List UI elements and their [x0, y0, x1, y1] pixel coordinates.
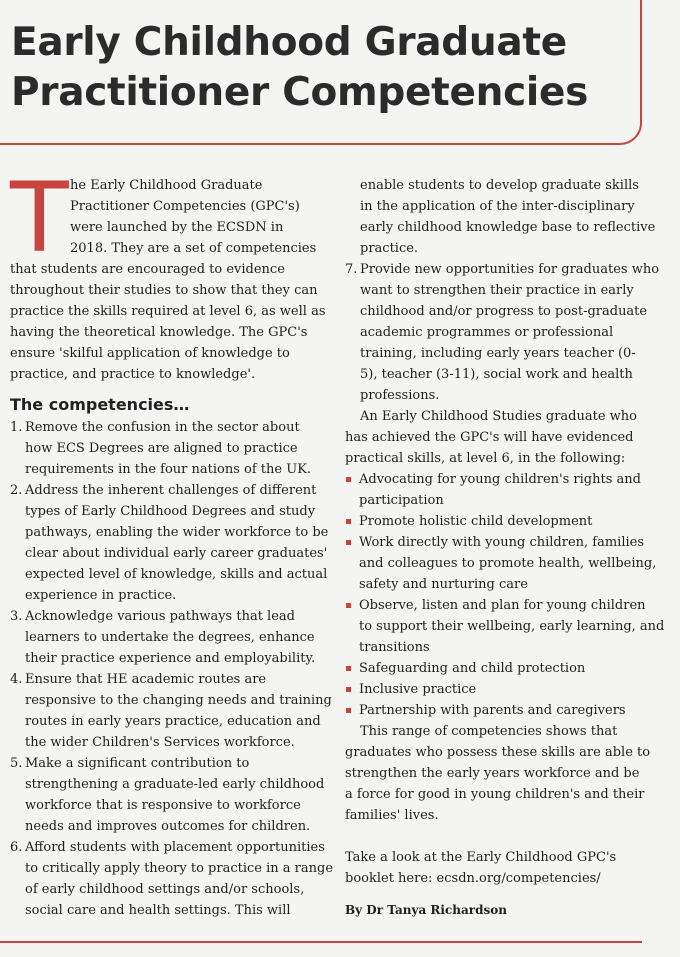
item-line: routes in early years practice, education and — [25, 714, 321, 729]
item-line: Promote holistic child development — [359, 514, 593, 529]
item-line: childhood and/or progress to post-graduate — [360, 304, 648, 319]
item-line: clear about individual early career graduates' — [25, 546, 328, 561]
author-byline: By Dr Tanya Richardson — [345, 903, 507, 917]
booklet-paragraph — [345, 847, 650, 889]
item-line: the wider Children's Services workforce. — [25, 735, 295, 750]
item-line: Acknowledge various pathways that lead — [25, 609, 295, 624]
intro-line: having the theoretical knowledge. The GPC's — [10, 325, 308, 340]
skills-list — [345, 469, 665, 721]
list-item — [345, 259, 660, 406]
paragraph-line: practical skills, at level 6, in the following: — [345, 451, 626, 466]
list-item — [345, 658, 650, 679]
paragraph-line: An Early Childhood Studies graduate who — [360, 409, 638, 424]
intro-line: practice, and practice to knowledge'. — [10, 367, 256, 382]
paragraph-line: Take a look at the Early Childhood GPC's — [345, 850, 617, 865]
paragraph-line: booklet here: ecsdn.org/competencies/ — [345, 871, 601, 886]
intro-line: he Early Childhood Graduate — [70, 178, 263, 193]
bullet-square-icon — [346, 687, 351, 692]
list-item — [345, 679, 650, 700]
page-title — [11, 18, 651, 118]
item-line: pathways, enabling the wider workforce to be — [25, 525, 329, 540]
title-line-2: Practitioner Competencies — [11, 70, 589, 115]
item-line: Make a significant contribution to — [25, 756, 250, 771]
item-line: experience in practice. — [25, 588, 177, 603]
competencies-list-continued — [345, 175, 660, 406]
competencies-list — [10, 417, 334, 921]
right-column — [345, 175, 665, 921]
item-line: how ECS Degrees are aligned to practice — [25, 441, 298, 456]
item-line: Address the inherent challenges of different — [25, 483, 317, 498]
item-number: 2. — [10, 483, 23, 498]
list-item — [345, 175, 656, 259]
item-line: their practice experience and employability. — [25, 651, 316, 666]
intro-line: throughout their studies to show that they can — [10, 283, 318, 298]
spacer — [345, 826, 650, 847]
item-line: transitions — [359, 640, 430, 655]
item-line: Advocating for young children's rights and — [359, 472, 641, 487]
item-line: Provide new opportunities for graduates who — [360, 262, 660, 277]
list-item — [345, 595, 665, 658]
title-line-1: Early Childhood Graduate — [11, 20, 567, 65]
list-item — [10, 417, 328, 480]
item-number: 6. — [10, 840, 23, 855]
item-line: responsive to the changing needs and training — [25, 693, 332, 708]
paragraph-line: This range of competencies shows that — [360, 724, 618, 739]
item-line: expected level of knowledge, skills and actual — [25, 567, 328, 582]
item-line: learners to undertake the degrees, enhance — [25, 630, 315, 645]
item-line: Inclusive practice — [359, 682, 477, 697]
list-item — [345, 532, 657, 595]
item-number: 5. — [10, 756, 23, 771]
bullet-square-icon — [346, 540, 351, 545]
item-line: Safeguarding and child protection — [359, 661, 586, 676]
list-item — [10, 669, 332, 753]
list-item — [345, 469, 650, 511]
item-line: strengthening a graduate-led early childhood — [25, 777, 325, 792]
item-line: professions. — [360, 388, 440, 403]
competencies-heading: The competencies… — [10, 395, 190, 414]
intro-line: that students are encouraged to evidence — [10, 262, 285, 277]
item-line: 5), teacher (3-11), social work and health — [360, 367, 633, 382]
item-line: types of Early Childhood Degrees and study — [25, 504, 316, 519]
item-line: to critically apply theory to practice in a range — [25, 861, 334, 876]
paragraph-line: has achieved the GPC's will have evidenced — [345, 430, 634, 445]
bullet-square-icon — [346, 708, 351, 713]
item-line: requirements in the four nations of the UK. — [25, 462, 312, 477]
item-line: needs and improves outcomes for children. — [25, 819, 311, 834]
item-line: Observe, listen and plan for young children — [359, 598, 646, 613]
footer-rule — [0, 941, 642, 943]
item-number: 4. — [10, 672, 23, 687]
left-column — [10, 162, 334, 921]
list-item — [10, 480, 328, 606]
item-line: and colleagues to promote health, wellbeing, — [359, 556, 657, 571]
item-line: participation — [359, 493, 444, 508]
list-item — [10, 837, 334, 921]
item-line: Remove the confusion in the sector about — [25, 420, 300, 435]
item-number: 7. — [345, 262, 358, 277]
intro-paragraph — [10, 162, 328, 385]
intro-line: Practitioner Competencies (GPC's) — [70, 199, 300, 214]
bullet-square-icon — [346, 603, 351, 608]
item-line: early childhood knowledge base to reflective — [360, 220, 656, 235]
item-line: academic programmes or professional — [360, 325, 614, 340]
intro-line: practice the skills required at level 6, as well as — [10, 304, 326, 319]
paragraph-line: graduates who possess these skills are able to — [345, 745, 651, 760]
item-line: Partnership with parents and caregivers — [359, 703, 626, 718]
item-line: in the application of the inter-disciplinary — [360, 199, 635, 214]
item-number: 3. — [10, 609, 23, 624]
list-item — [10, 606, 328, 669]
intro-line: were launched by the ECSDN in — [70, 220, 284, 235]
item-line: want to strengthen their practice in early — [360, 283, 634, 298]
item-line: of early childhood settings and/or schools, — [25, 882, 305, 897]
item-line: Work directly with young children, families — [359, 535, 645, 550]
list-item — [10, 753, 328, 837]
item-number: 1. — [10, 420, 23, 435]
list-item — [345, 511, 650, 532]
intro-line: 2018. They are a set of competencies — [70, 241, 317, 256]
item-line: Ensure that HE academic routes are — [25, 672, 267, 687]
bullet-square-icon — [346, 477, 351, 482]
item-line: to support their wellbeing, early learning, and — [359, 619, 665, 634]
paragraph-line: strengthen the early years workforce and be — [345, 766, 640, 781]
item-line: practice. — [360, 241, 419, 256]
paragraph-line: families' lives. — [345, 808, 439, 823]
intro-line: ensure 'skilful application of knowledge to — [10, 346, 290, 361]
item-line: workforce that is responsive to workforce — [25, 798, 301, 813]
item-line: Afford students with placement opportunities — [25, 840, 325, 855]
item-line: safety and nurturing care — [359, 577, 528, 592]
bullet-square-icon — [346, 666, 351, 671]
bullet-square-icon — [346, 519, 351, 524]
item-line: training, including early years teacher (0- — [360, 346, 636, 361]
closing-paragraph — [345, 721, 650, 826]
item-line: enable students to develop graduate skills — [360, 178, 639, 193]
item-line: social care and health settings. This will — [25, 903, 291, 918]
graduate-paragraph — [345, 406, 650, 469]
list-item — [345, 700, 650, 721]
paragraph-line: a force for good in young children's and their — [345, 787, 645, 802]
drop-cap: T — [10, 162, 69, 274]
